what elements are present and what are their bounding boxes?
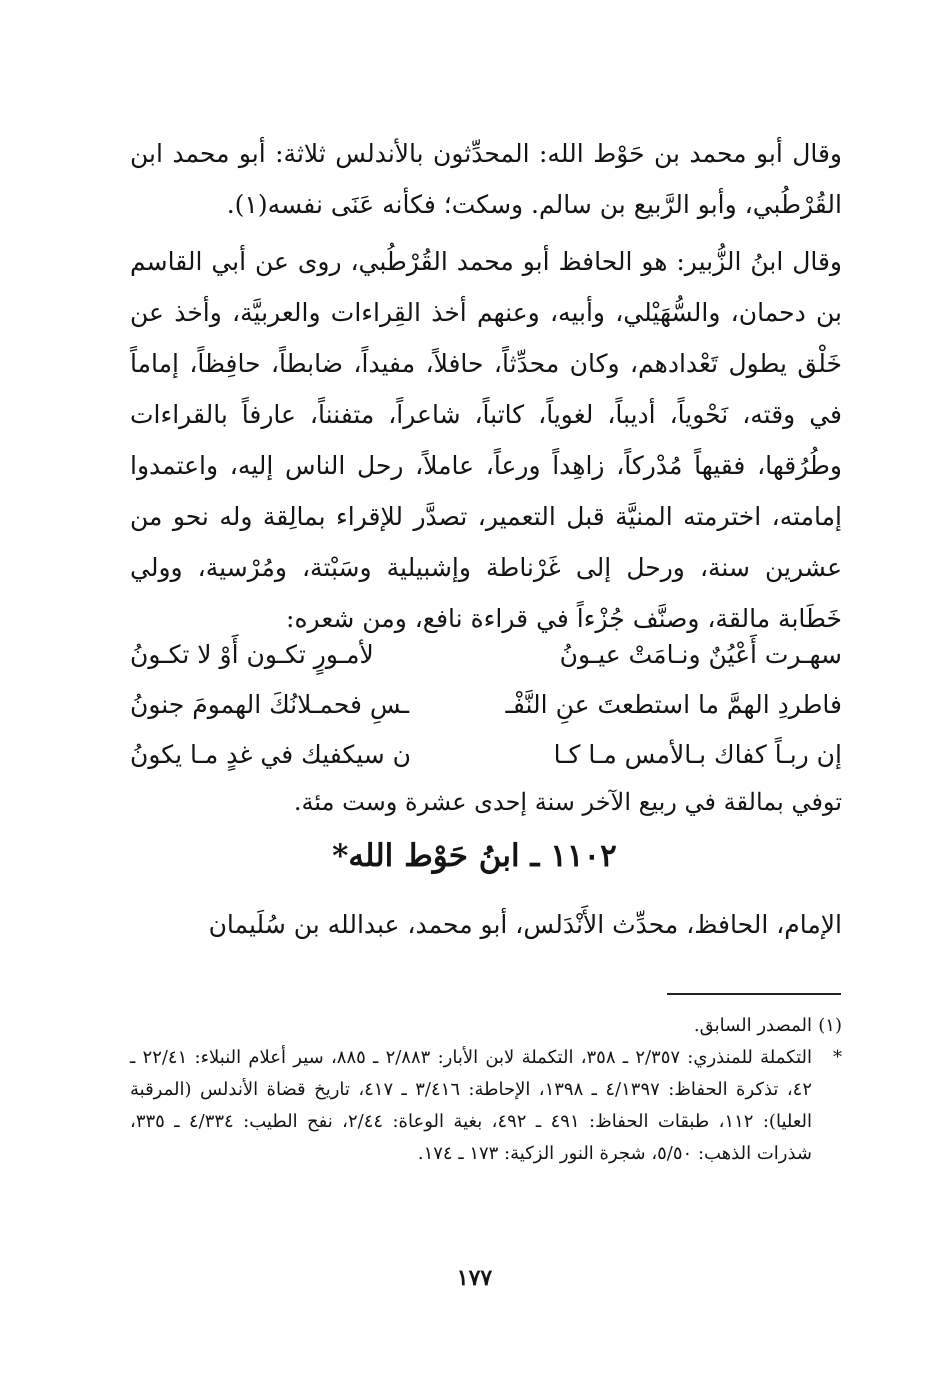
paragraph-muhaddithun: وقال أبو محمد بن حَوْط الله: المحدِّثون بالأندلس ثلاثة: أبو محمد ابن القُرْطُبي، وأبو الرَّبيع بن سالم. وسكت؛ فكأنه عَنَى نفسه(١). xyxy=(130,139,842,219)
page-number: ١٧٧ xyxy=(456,1265,493,1291)
footnote xyxy=(130,1010,842,1042)
entry-intro: الإمام، الحافظ، محدِّث الأَنْدَلس، أبو محمد، عبدالله بن سُلَيمان xyxy=(208,910,842,939)
footnotes xyxy=(130,1010,842,1170)
verse-first-hemistich: سهـرت أَعْيُنٌ ونـامَتْ عيـونُ xyxy=(559,640,842,669)
verse-second-hemistich: ن سيكفيك في غدٍ مـا يكونُ xyxy=(130,740,412,769)
paragraph-ibn-al-zubayr: وقال ابنُ الزُّبير: هو الحافظ أبو محمد القُرْطُبي، روى عن أبي القاسم بن دحمان، والسُّهَيْلي، وأبيه، وعنهم أخذ القِراءات والعربيَّة، وأخذ عن خَلْق يطول تَعْدادهم، وكان محدِّثاً، حافلاً، مفيداً، ضابطاً، حافِظاً، إماماً في وقته، نَحْوياً، أديباً، لغوياً، كاتباً، شاعراً، متفنناً، عارفاً بالقراءات وطُرُقها، فقيهاً مُدْركاً، زاهِداً ورعاً، عاملاً، رحل الناس إليه، واعتمدوا إمامته، اخترمته المنيَّة قبل التعمير، تصدَّر للإقراء بمالِقة وله نحو من عشرين سنة، ورحل إلى غَرْناطة وإشبيلية وسَبْتة، ومُرْسية، وولي خَطَابة مالقة، وصنَّف جُزْءاً في قراءة نافع، ومن شعره: xyxy=(130,247,842,633)
verse-line xyxy=(130,690,842,740)
verse-second-hemistich: ـسِ فحمـلانُكَ الهمومَ جنونُ xyxy=(130,690,410,719)
footnote-marker: * xyxy=(833,1047,842,1068)
verse-second-hemistich: لأمـورٍ تكـون أَوْ لا تكـونُ xyxy=(130,640,374,669)
footnote xyxy=(130,1042,842,1170)
poem xyxy=(130,640,842,790)
footnote-marker: (١) xyxy=(818,1015,842,1036)
death-note: توفي بمالقة في ربيع الآخر سنة إحدى عشرة وست مئة. xyxy=(293,788,842,816)
footnote-divider xyxy=(667,993,841,995)
verse-line xyxy=(130,740,842,790)
footnote-text: المصدر السابق. xyxy=(693,1015,812,1036)
verse-first-hemistich: إن ربـاً كفاك بـالأمس مـا كـا xyxy=(553,740,842,769)
footnote-text: التكملة للمنذري: ٢/٣٥٧ ـ ٣٥٨، التكملة لابن الأبار: ٢/٨٨٣ ـ ٨٨٥، سير أعلام النبلاء: ٢٢/٤١ ـ ٤٢، تذكرة الحفاظ: ٤/١٣٩٧ ـ ١٣٩٨، الإحاطة: ٣/٤١٦ ـ ٤١٧، تاريخ قضاة الأندلس (المرقبة العليا): ١١٢، طبقات الحفاظ: ٤٩١ ـ ٤٩٢، بغية الوعاة: ٢/٤٤، نفح الطيب: ٤/٣٣٤ ـ ٣٣٥، شذرات الذهب: ٥/٥٠، شجرة النور الزكية: ١٧٣ ـ ١٧٤. xyxy=(130,1047,813,1164)
entry-heading: ١١٠٢ ـ ابنُ حَوْط الله* xyxy=(332,838,617,874)
verse-line xyxy=(130,640,842,690)
verse-first-hemistich: فاطردِ الهمَّ ما استطعتَ عنِ النَّفْـ xyxy=(505,690,842,719)
